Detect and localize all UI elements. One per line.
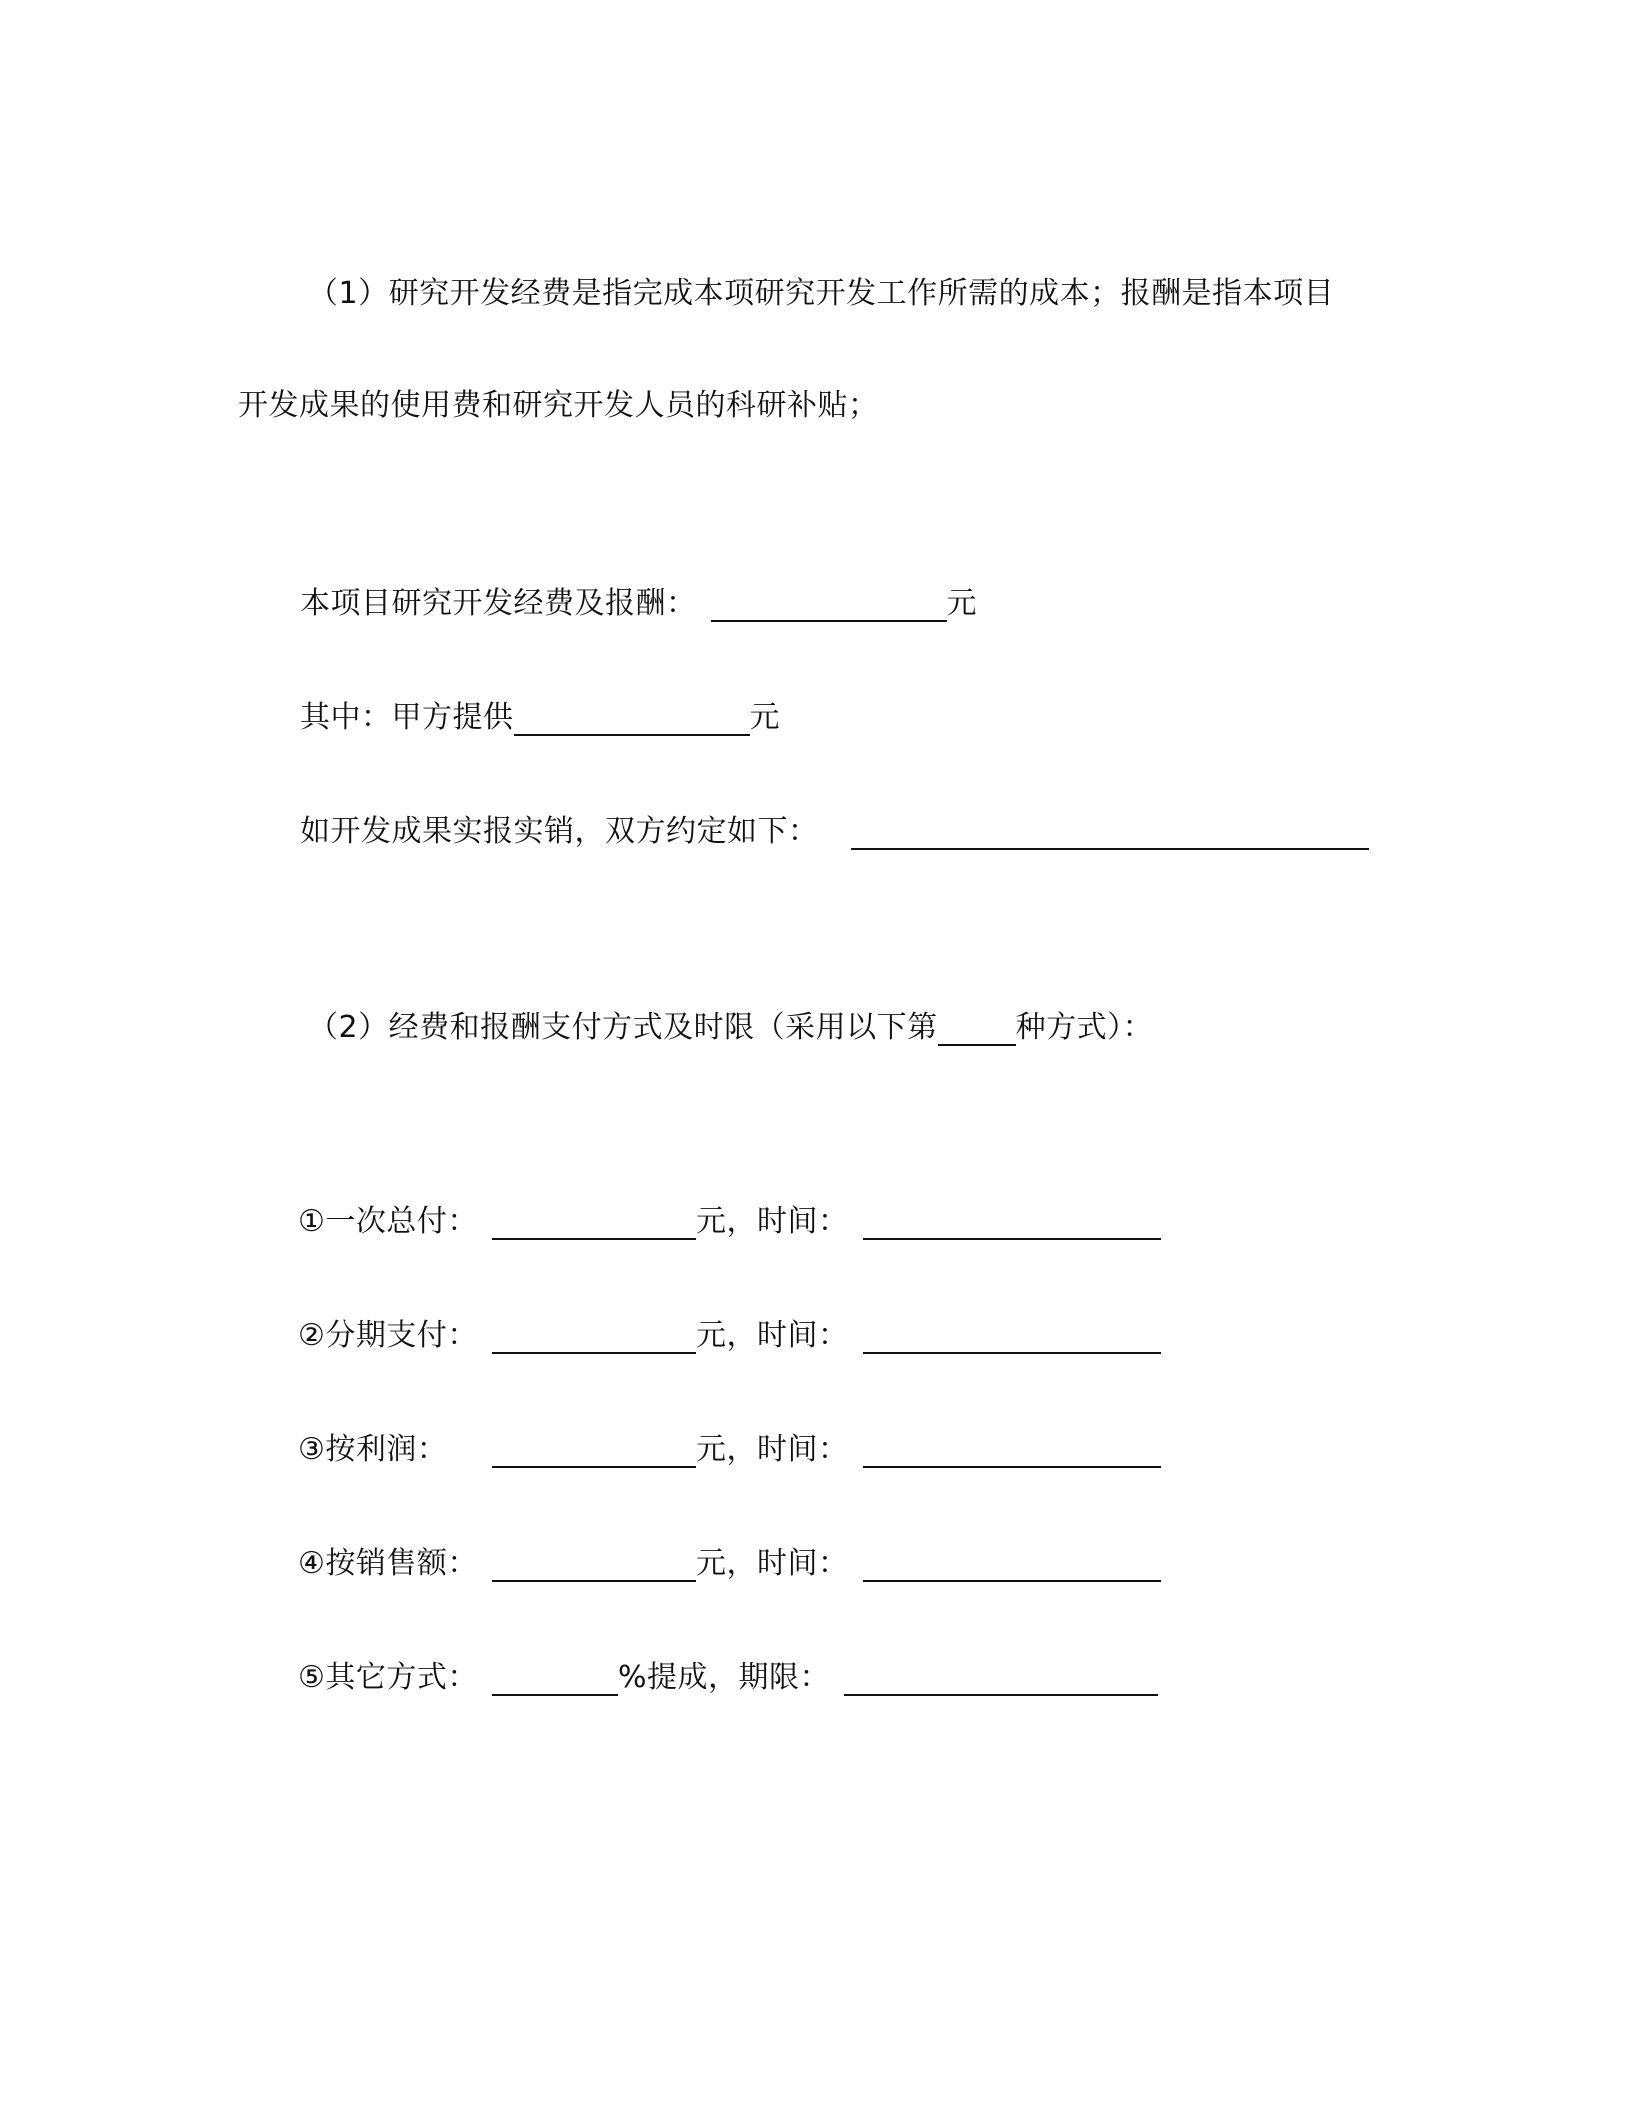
payment-option-unit: 元，时间： (696, 1318, 849, 1353)
clause-2-row (308, 1008, 1153, 1048)
payment-option-label: ②分期支付： (298, 1318, 478, 1353)
clause-1-line-1 (308, 274, 1334, 314)
other-method-row (298, 1658, 1158, 1698)
payment-amount-blank[interactable] (492, 1432, 696, 1468)
payment-option-unit: 元，时间： (696, 1204, 849, 1239)
payment-amount-blank[interactable] (492, 1204, 696, 1240)
party-a-blank[interactable] (514, 700, 750, 736)
other-method-unit: %提成，期限： (618, 1660, 831, 1695)
payment-time-blank[interactable] (863, 1546, 1161, 1582)
clause-1-line-2 (238, 386, 879, 426)
payment-option-row (298, 1430, 1161, 1470)
payment-time-blank[interactable] (863, 1204, 1161, 1240)
reimbursement-blank[interactable] (851, 814, 1369, 850)
party-a-label: 其中：甲方提供 (300, 700, 514, 735)
payment-amount-blank[interactable] (492, 1546, 696, 1582)
total-fee-blank[interactable] (711, 586, 947, 622)
payment-time-blank[interactable] (863, 1432, 1161, 1468)
payment-option-row (298, 1316, 1161, 1356)
commission-percent-blank[interactable] (492, 1660, 618, 1696)
payment-option-label: ①一次总付： (298, 1204, 478, 1239)
clause-2-suffix: 种方式）： (1015, 1010, 1154, 1045)
total-fee-row (300, 584, 977, 624)
payment-option-label: ④按销售额： (298, 1546, 478, 1581)
clause-2-prefix: （2）经费和报酬支付方式及时限（采用以下第 (308, 1010, 938, 1045)
payment-option-label: ③按利润： (298, 1432, 448, 1467)
commission-term-blank[interactable] (844, 1660, 1158, 1696)
method-number-blank[interactable] (938, 1010, 1016, 1046)
reimbursement-row (300, 812, 1369, 852)
payment-option-unit: 元，时间： (696, 1546, 849, 1581)
payment-amount-blank[interactable] (492, 1318, 696, 1354)
total-fee-unit: 元 (946, 586, 977, 621)
payment-option-unit: 元，时间： (696, 1432, 849, 1467)
payment-option-row (298, 1544, 1161, 1584)
reimbursement-label: 如开发成果实报实销，双方约定如下： (300, 814, 819, 849)
total-fee-label: 本项目研究开发经费及报酬： (300, 586, 697, 621)
clause-1-text-1: （1）研究开发经费是指完成本项研究开发工作所需的成本；报酬是指本项目 (308, 276, 1335, 311)
party-a-row (300, 698, 780, 738)
clause-1-text-2: 开发成果的使用费和研究开发人员的科研补贴； (238, 388, 879, 423)
payment-time-blank[interactable] (863, 1318, 1161, 1354)
party-a-unit: 元 (749, 700, 780, 735)
payment-option-row (298, 1202, 1161, 1242)
other-method-label: ⑤其它方式： (298, 1660, 478, 1695)
